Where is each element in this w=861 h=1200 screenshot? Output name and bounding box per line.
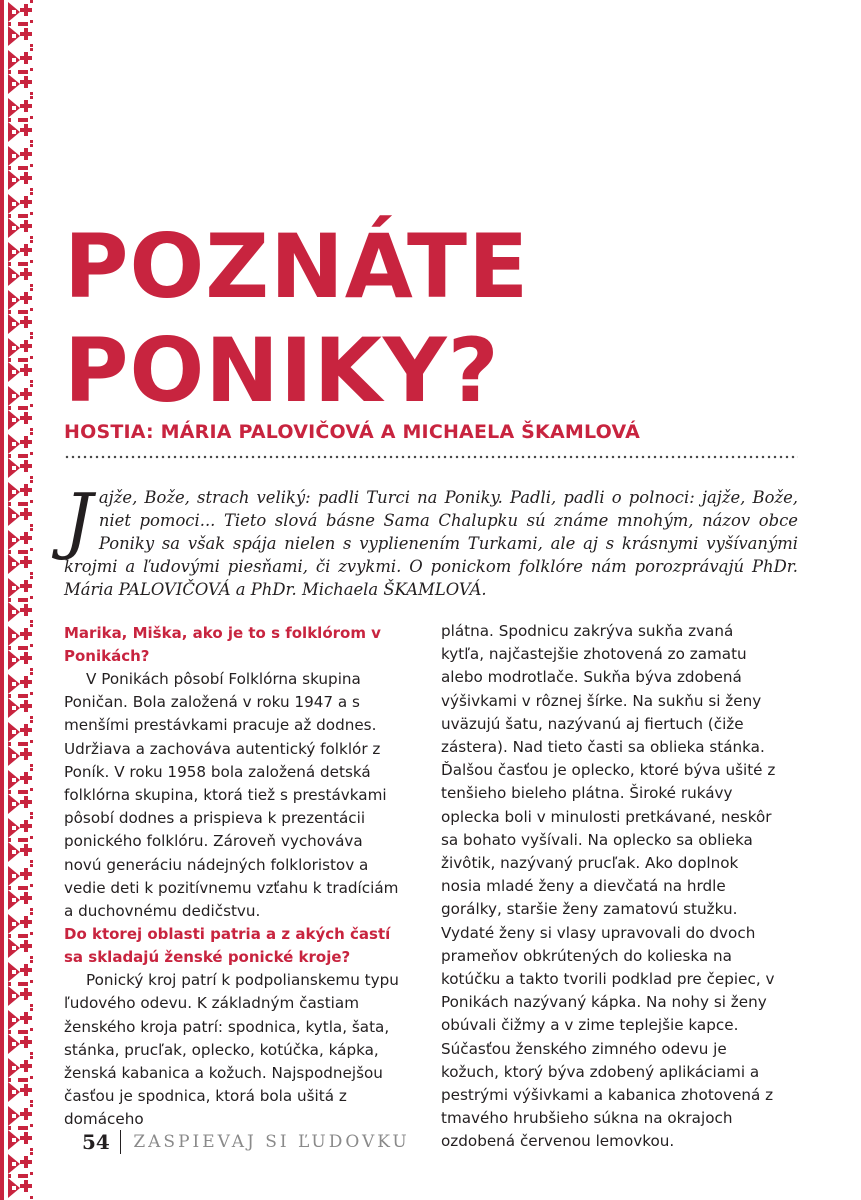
magazine-name: ZASPIEVAJ SI ĽUDOVKU [133,1132,410,1152]
answer-paragraph-1: V Ponikách pôsobí Folklórna skupina Poničan. Bola založená v roku 1947 a s menšími prestávkami pracuje až dodnes. Udržiava a zachováva autentický folklór z Poník. V roku 1958 bola založená detská folklórna skupina, ktorá tiež s prestávkami pôsobí dodnes a prispieva k prezentácii ponického folklóru. Zároveň vychováva novú generáciu nádejných folkloristov a vedie deti k pozitívnemu vzťahu k tradíciám a duchovnému dedičstvu. [64,670,399,921]
intro-paragraph [64,478,798,601]
article-title [64,215,529,423]
question-heading-2: Do ktorej oblasti patria a z akých častí sa skladajú ženské ponické kroje? [64,925,391,967]
footer-separator [120,1130,122,1154]
page-footer [82,1130,410,1154]
page-number: 54 [82,1130,110,1154]
left-column [64,622,404,1132]
article-title-line-1: POZNÁTE [64,215,530,318]
intro-drop-cap: J [64,478,93,562]
article-title-line-2: PONIKY? [64,319,500,422]
question-heading-1: Marika, Miška, ako je to s folklórom v Ponikách? [64,624,381,665]
answer-paragraph-2b: plátna. Spodnicu zakrýva sukňa zvaná kytľa, najčastejšie zhotovená zo zamatu alebo modrotlače. Sukňa býva zdobená výšivkami v rôznej šírke. Na sukňu si ženy uväzujú šatu, nazývanú aj fiertuch (čiže zástera). Nad tieto časti sa oblieka stánka. Ďalšou časťou je oplecko, ktoré býva ušité z tenšieho bieleho plátna. Široké rukávy oplecka boli v minulosti pretkávané, neskôr sa bohato vyšívali. Na oplecko sa oblieka živôtik, nazývaný prucľak. Ako doplnok nosia mladé ženy a dievčatá na hrdle gorálky, staršie ženy zamatovú stužku. Vydaté ženy si vlasy upravovali do dvoch prameňov obkrútených do kolieska na kotúčku a takto tvorili podklad pre čepiec, v Ponikách nazývaný kápka. Na nohy si ženy obúvali čižmy a v zime teplejšie kapce. Súčasťou ženského zimného odevu je kožuch, ktorý býva zdobený aplikáciami a pestrými výšivkami a kabanica zhotovená z tmavého hrubšieho súkna na okrajoch ozdobená červenou lemovkou. [441,622,776,1151]
dotted-divider [64,454,798,460]
folk-embroidery-pattern-icon [0,0,36,1200]
guests-subtitle: HOSTIA: MÁRIA PALOVIČOVÁ A MICHAELA ŠKAMLOVÁ [64,421,640,443]
intro-text: ajže, Bože, strach veliký: padli Turci na Poniky. Padli, padli o polnoci: jajže, Bože, niet pomoci... Tieto slová básne Sama Chalupku sú známe mnohým, názov obce Poniky sa však spája nielen s vyplienením Turkami, ale aj s krásnymi vyšívanými krojmi a ľudovými piesňami, či zvykmi. O ponickom folklóre nám porozprávajú PhDr. Mária PALOVIČOVÁ a PhDr. Michaela ŠKAMLOVÁ. [64,488,798,599]
answer-paragraph-2a: Ponický kroj patrí k podpolianskemu typu ľudového odevu. K základným častiam ženského kroja patrí: spodnica, kytla, šata, stánka, prucľak, oplecko, kotúčka, kápka, ženská kabanica a kožuch. Najspodnejšou časťou je spodnica, ktorá bola ušitá z domáceho [64,971,399,1129]
right-column [441,620,781,1154]
